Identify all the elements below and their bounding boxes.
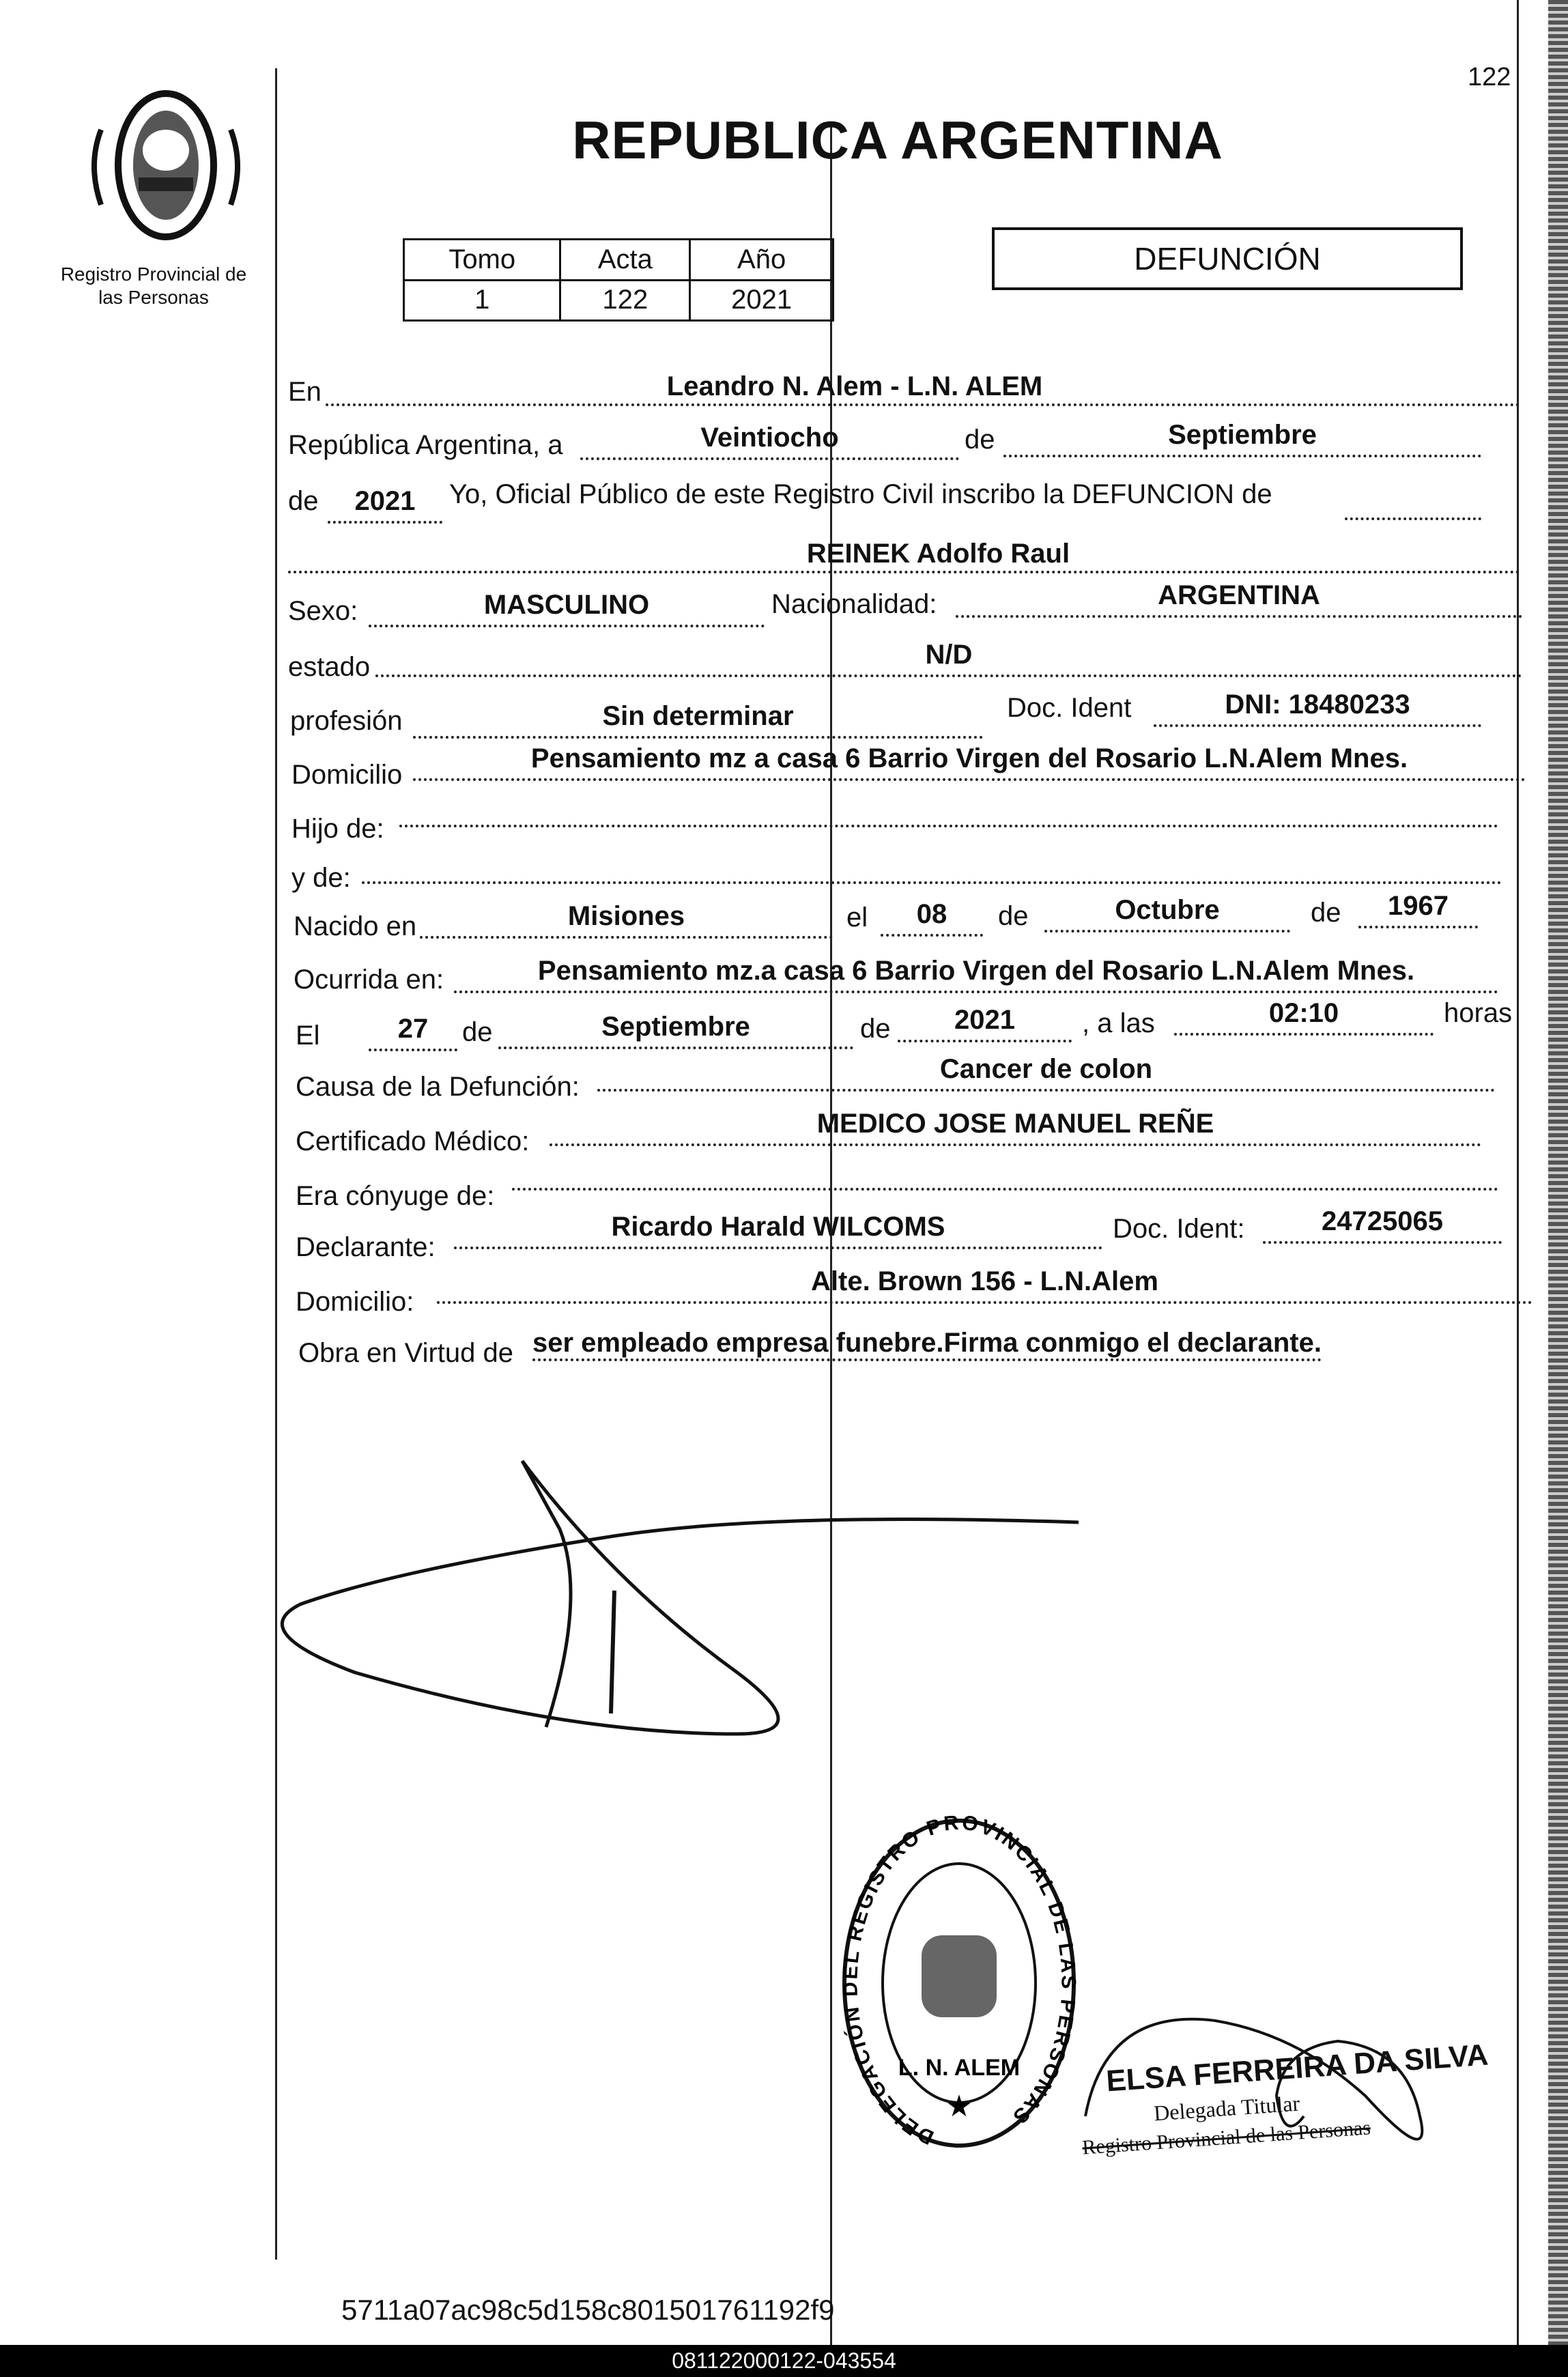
oficial-text: Yo, Oficial Público de este Registro Civil inscribo la DEFUNCION de	[449, 479, 1272, 509]
scan-edge	[1548, 0, 1568, 2345]
official-org: Registro Provincial de las Personas	[1081, 2116, 1371, 2159]
death-day-field: 27	[369, 1009, 457, 1051]
doc-ident-label: Doc. Ident	[1007, 693, 1132, 723]
declarant-doc-field: 24725065	[1263, 1201, 1502, 1244]
de-label: de	[288, 486, 319, 516]
declarant-field: Ricardo Harald WILCOMS	[454, 1207, 1102, 1249]
registry-caption-line-1: Registro Provincial de	[60, 264, 247, 285]
value-acta: 122	[560, 280, 690, 321]
father-field	[399, 785, 1498, 827]
death-month-field: Septiembre	[498, 1007, 853, 1049]
value-tomo: 1	[404, 280, 560, 321]
causa-label: Causa de la Defunción:	[296, 1072, 580, 1102]
estado-label: estado	[288, 652, 371, 682]
official-name: ELSA FERREIRA DA SILVA	[1104, 2038, 1489, 2098]
address-field: Pensamiento mz a casa 6 Barrio Virgen del Rosario L.N.Alem Mnes.	[413, 739, 1526, 781]
nacido-label: Nacido en	[294, 911, 417, 941]
obra-label: Obra en Virtud de	[298, 1338, 514, 1368]
hijo-de-label: Hijo de:	[291, 814, 384, 844]
barcode-strip	[0, 2345, 1568, 2377]
registry-caption-line-2: las Personas	[98, 287, 209, 308]
el-label: El	[296, 1021, 320, 1051]
year-field: 2021	[328, 481, 442, 524]
page-number: 122	[1468, 63, 1511, 91]
obra-value: ser empleado empresa funebre.Firma conmigo el declarante.	[532, 1328, 1322, 1361]
seal-center-text: L. N. ALEM	[898, 2055, 1021, 2081]
de-label: de	[965, 425, 995, 455]
domicilio-label: Domicilio	[291, 760, 403, 790]
mother-field	[362, 842, 1502, 884]
barcode-text: 081122000122-043554	[672, 2348, 896, 2373]
header-acta: Acta	[560, 240, 690, 281]
death-place-field: Pensamiento mz.a casa 6 Barrio Virgen del Rosario L.N.Alem Mnes.	[454, 951, 1498, 993]
place-field: Leandro N. Alem - L.N. ALEM	[326, 367, 1520, 406]
profesion-label: profesión	[290, 706, 403, 736]
nacionalidad-label: Nacionalidad:	[771, 589, 937, 619]
birth-year-field: 1967	[1358, 886, 1478, 928]
medical-certificate-field: MEDICO JOSE MANUEL REÑE	[550, 1104, 1481, 1146]
day-field: Veintiocho	[580, 418, 959, 460]
sexo-label: Sexo:	[288, 596, 358, 626]
document-hash: 5711a07ac98c5d158c801501761192f9	[341, 2294, 835, 2326]
document-id-field: DNI: 18480233	[1154, 685, 1481, 727]
header-tomo: Tomo	[404, 240, 560, 281]
en-label: En	[288, 377, 322, 407]
profession-field: Sin determinar	[413, 696, 983, 739]
blank-field	[1345, 478, 1481, 520]
act-type-box: DEFUNCIÓN	[992, 227, 1463, 290]
death-year-field: 2021	[898, 1000, 1072, 1042]
horas-label: horas	[1444, 998, 1513, 1028]
right-margin-line	[1517, 0, 1519, 2345]
a-las-label: , a las	[1082, 1008, 1155, 1038]
declarant-address-field: Alte. Brown 156 - L.N.Alem	[437, 1262, 1533, 1304]
left-margin-line	[275, 68, 277, 2260]
conyuge-label: Era cónyuge de:	[296, 1181, 495, 1211]
el-label: el	[846, 902, 868, 933]
seal-ring-text: DELEGACIÓN DEL REGISTRO PROVINCIAL DE LAS PERSONAS	[839, 1816, 1080, 2149]
civil-status-field: N/D	[375, 635, 1522, 677]
de-label: de	[998, 901, 1029, 931]
birth-day-field: 08	[881, 894, 983, 937]
de-label: de	[1311, 898, 1341, 928]
de-label: de	[860, 1014, 891, 1044]
official-role: Delegada Titular	[1152, 2090, 1301, 2126]
de-label: de	[462, 1017, 493, 1047]
svg-text:★: ★	[945, 2090, 973, 2123]
death-time-field: 02:10	[1174, 993, 1434, 1036]
deceased-name-field: REINEK Adolfo Raul	[288, 534, 1520, 573]
domicilio-declarante-label: Domicilio:	[296, 1287, 414, 1317]
month-field: Septiembre	[1003, 415, 1481, 457]
declarant-signature	[259, 1447, 1113, 1833]
declarante-label: Declarante:	[296, 1232, 436, 1262]
birthplace-field: Misiones	[420, 896, 833, 939]
sex-field: MASCULINO	[369, 585, 765, 627]
republica-label: República Argentina, a	[288, 430, 563, 460]
ocurrida-label: Ocurrida en:	[294, 965, 444, 995]
header-ano: Año	[690, 240, 833, 281]
certificado-label: Certificado Médico:	[296, 1126, 530, 1156]
cause-of-death-field: Cancer de colon	[597, 1049, 1495, 1092]
declarant-doc-label: Doc. Ident:	[1113, 1214, 1245, 1244]
registry-seal	[836, 1816, 1082, 2161]
spouse-field	[512, 1148, 1498, 1191]
registry-caption	[41, 263, 266, 309]
nationality-field: ARGENTINA	[956, 575, 1522, 618]
y-de-label: y de:	[291, 863, 351, 893]
tomo-acta-ano-table	[403, 238, 834, 322]
value-ano: 2021	[690, 280, 833, 321]
document-title: REPUBLICA ARGENTINA	[572, 110, 1223, 170]
birth-month-field: Octubre	[1044, 890, 1290, 933]
